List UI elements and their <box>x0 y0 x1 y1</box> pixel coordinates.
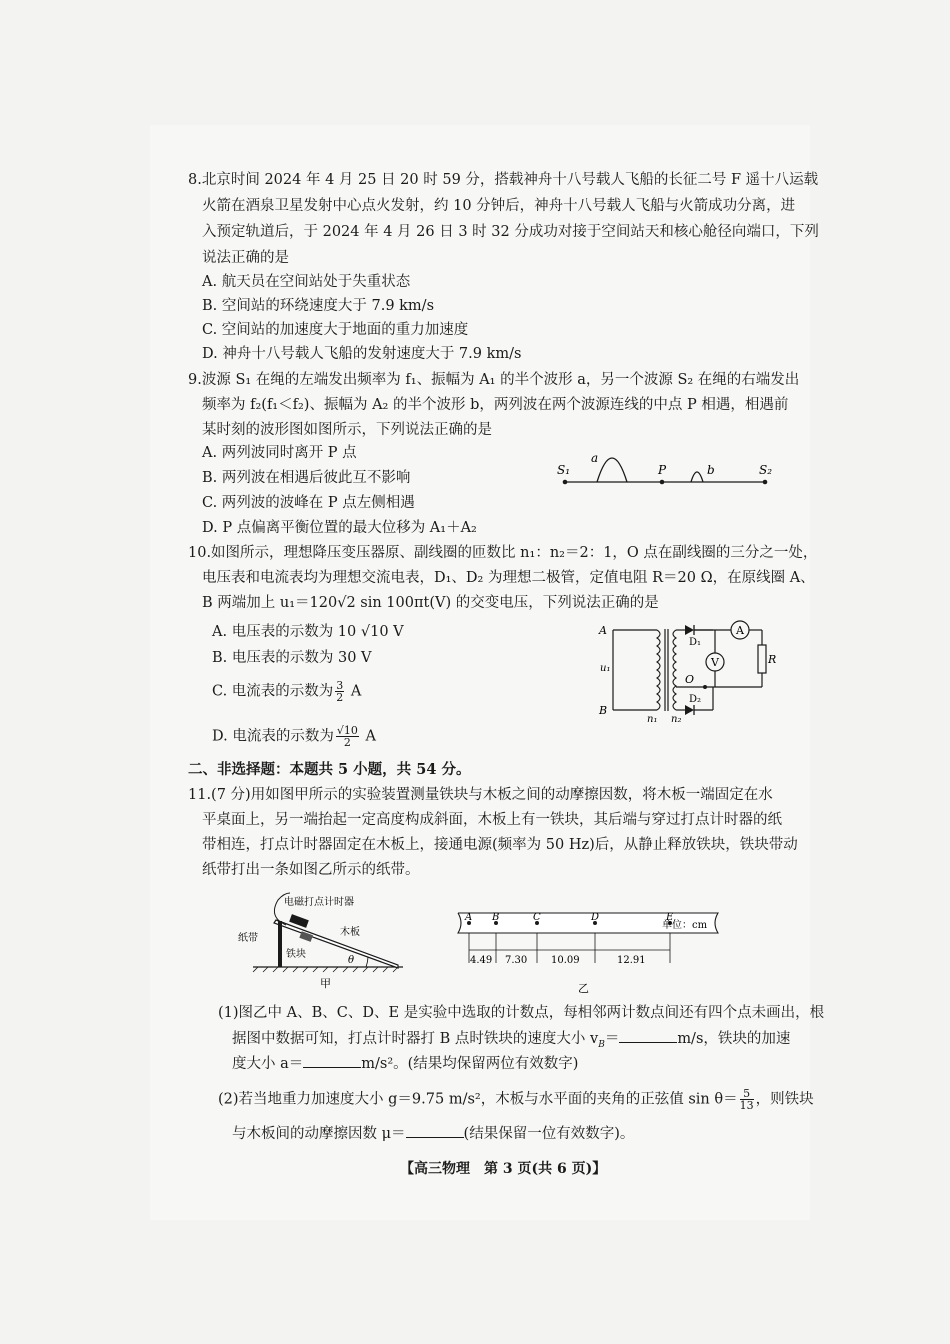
frac-numerator: 3 <box>336 679 344 692</box>
tape-point-label-e: E <box>666 912 674 923</box>
q11-line-1: 11.(7 分)用如图甲所示的实验装置测量铁块与木板之间的动摩擦因数，将木板一端固定在水 <box>188 787 773 803</box>
q8-option-d: D. 神舟十八号载人飞船的发射速度大于 7.9 km/s <box>202 346 522 362</box>
distance-de: 12.91 <box>617 955 646 966</box>
q10-line-3: B 两端加上 u₁＝120√2 sin 100πt(V) 的交变电压，下列说法正确的是 <box>202 595 659 611</box>
board-label: 木板 <box>340 927 360 938</box>
q10-option-c-unit: A <box>346 683 362 700</box>
q8-option-c: C. 空间站的加速度大于地面的重力加速度 <box>202 322 469 338</box>
q9-option-c: C. 两列波的波峰在 P 点左侧相遇 <box>202 495 415 511</box>
r-label: R <box>768 653 777 666</box>
equals-sign: ＝ <box>604 1031 620 1047</box>
diode-d1 <box>685 625 694 635</box>
n1-label: n₁ <box>647 714 658 725</box>
tape-label: 纸带 <box>238 933 258 944</box>
q10-option-c-fraction <box>335 680 344 703</box>
q10-option-d-fraction <box>336 725 359 748</box>
q11-part1-text: 据图中数据可知，打点计时器打 B 点时铁块的速度大小 v <box>232 1031 599 1047</box>
section-2-heading: 二、非选择题：本题共 5 小题，共 54 分。 <box>188 761 471 778</box>
answer-blank-a[interactable] <box>303 1053 361 1068</box>
q11-part1-line-2 <box>232 1028 790 1055</box>
page-footer: 【高三物理 第 3 页(共 6 页)】 <box>400 1161 607 1177</box>
s1-label: S₁ <box>557 463 571 477</box>
incline-apparatus-figure <box>238 885 413 993</box>
q8-line-1: 8.北京时间 2024 年 4 月 25 日 20 时 59 分，搭载神舟十八号载人飞船的长征二号 F 遥十八运载 <box>188 172 819 188</box>
ammeter-label: A <box>736 624 744 637</box>
timer-label: 电磁打点计时器 <box>284 897 354 908</box>
q11-mu-text: 与木板间的动摩擦因数 μ＝ <box>232 1126 406 1142</box>
q9-option-d: D. P 点偏离平衡位置的最大位移为 A₁＋A₂ <box>202 520 477 536</box>
support-post <box>278 921 282 967</box>
q10-option-a: A. 电压表的示数为 10 √10 V <box>212 624 404 640</box>
secondary-coil <box>673 630 676 710</box>
figure-yi-caption: 乙 <box>578 982 589 995</box>
paper-tape-figure <box>448 905 728 997</box>
q10-line-1: 10.如图所示，理想降压变压器原、副线圈的匝数比 n₁：n₂＝2：1，O 点在副线圈的三分之一处， <box>188 545 818 561</box>
block-label: 铁块 <box>286 949 306 960</box>
q8-option-a: A. 航天员在空间站处于失重状态 <box>202 274 411 290</box>
q10-option-c-text: C. 电流表的示数为 <box>212 683 334 700</box>
q9-option-b: B. 两列波在相遇后彼此互不影响 <box>202 470 411 486</box>
q11-accel-text: 度大小 a＝ <box>232 1056 304 1072</box>
q10-line-2: 电压表和电流表均为理想交流电表，D₁、D₂ 为理想二极管，定值电阻 R＝20 Ω，在原线圈 A、 <box>202 570 815 586</box>
q10-option-d-unit: A <box>360 728 376 745</box>
q10-option-d <box>212 725 376 748</box>
q11-mu-note: (结果保留一位有效数字)。 <box>463 1126 635 1142</box>
wave-figure <box>555 440 775 495</box>
s1-dot <box>563 480 568 485</box>
distance-bc: 7.30 <box>505 955 528 966</box>
tape-point-label-a: A <box>465 912 473 923</box>
frac-denominator: 13 <box>739 1099 754 1112</box>
s2-label: S₂ <box>759 463 773 477</box>
q11-part2-line-1 <box>218 1088 814 1111</box>
q10-option-c <box>212 680 361 703</box>
wave-b <box>691 472 703 482</box>
p-dot <box>660 480 665 485</box>
d1-label: D₁ <box>689 637 702 648</box>
q11-part1-line-1: (1)图乙中 A、B、C、D、E 是实验中选取的计数点，每相邻两计数点间还有四个点未画出，根 <box>218 1005 825 1021</box>
q10-option-b: B. 电压表的示数为 30 V <box>212 650 372 666</box>
q8-option-b: B. 空间站的环绕速度大于 7.9 km/s <box>202 298 435 314</box>
a-label: a <box>591 451 599 465</box>
unit-label: 单位：cm <box>662 920 708 931</box>
q11-line-4: 纸带打出一条如图乙所示的纸带。 <box>202 862 420 878</box>
vb-subscript: B <box>598 1039 605 1050</box>
primary-coil <box>657 630 660 710</box>
b-terminal-label: B <box>599 704 608 717</box>
q11-part2-text: (2)若当地重力加速度大小 g＝9.75 m/s²，木板与水平面的夹角的正弦值 sin θ＝ <box>218 1091 738 1108</box>
voltmeter-label: V <box>711 656 719 669</box>
tape-point-label-d: D <box>591 912 600 923</box>
frac-denominator: 2 <box>343 736 351 749</box>
q9-line-1: 9.波源 S₁ 在绳的左端发出频率为 f₁、振幅为 A₁ 的半个波形 a，另一个波源 S₂ 在绳的右端发出 <box>188 372 800 388</box>
wave-a <box>597 458 627 482</box>
q8-line-2: 火箭在酒泉卫星发射中心点火发射，约 10 分钟后，神舟十八号载人飞船与火箭成功分离，进 <box>202 198 796 214</box>
diode-d2 <box>685 705 694 715</box>
frac-numerator: 5 <box>740 1088 754 1100</box>
a-terminal-label: A <box>599 624 607 637</box>
distance-ab: 4.49 <box>470 955 493 966</box>
q10-option-d-text: D. 电流表的示数为 <box>212 728 334 745</box>
q11-part1-line-3 <box>232 1053 578 1074</box>
distance-cd: 10.09 <box>551 955 580 966</box>
tape-point-label-b: B <box>492 912 500 923</box>
d2-label: D₂ <box>689 694 702 705</box>
figure-jia-caption: 甲 <box>320 977 331 990</box>
q11-part2-line-2 <box>232 1123 634 1144</box>
transformer-circuit <box>595 615 780 725</box>
o-label: O <box>685 673 695 686</box>
q8-line-3: 入预定轨道后，于 2024 年 4 月 26 日 3 时 32 分成功对接于空间站天和核心舱径向端口，下列 <box>202 224 819 240</box>
q11-part2-tail: ，则铁块 <box>755 1091 814 1108</box>
p-label: P <box>658 463 667 477</box>
tape-point-label-c: C <box>533 912 541 923</box>
b-label: b <box>707 463 715 477</box>
resistor-r <box>758 645 766 673</box>
q9-line-3: 某时刻的波形图如图所示，下列说法正确的是 <box>202 422 492 438</box>
q11-line-2: 平桌面上，另一端抬起一定高度构成斜面，木板上有一铁块，其后端与穿过打点计时器的纸 <box>202 812 782 828</box>
wooden-board <box>274 920 398 968</box>
theta-label: θ <box>348 955 355 966</box>
frac-numerator: √10 <box>336 724 358 737</box>
q9-line-2: 频率为 f₂(f₁＜f₂)、振幅为 A₂ 的半个波形 b，两列波在两个波源连线的中点 P 相遇，相遇前 <box>202 397 789 413</box>
n2-label: n₂ <box>671 714 682 725</box>
s2-dot <box>763 480 768 485</box>
u1-label: u₁ <box>600 663 611 674</box>
q11-part1-unit: m/s，铁块的加速 <box>677 1031 791 1047</box>
q8-line-4: 说法正确的是 <box>202 250 289 266</box>
answer-blank-mu[interactable] <box>406 1123 464 1138</box>
q11-line-3: 带相连，打点计时器固定在木板上，接通电源(频率为 50 Hz)后，从静止释放铁块，铁块带动 <box>202 837 798 853</box>
q11-accel-unit: m/s²。(结果均保留两位有效数字) <box>361 1056 579 1072</box>
frac-denominator: 2 <box>336 691 344 704</box>
answer-blank-vb[interactable] <box>619 1028 677 1043</box>
q9-option-a: A. 两列波同时离开 P 点 <box>202 445 357 461</box>
sin-theta-fraction <box>740 1088 754 1111</box>
